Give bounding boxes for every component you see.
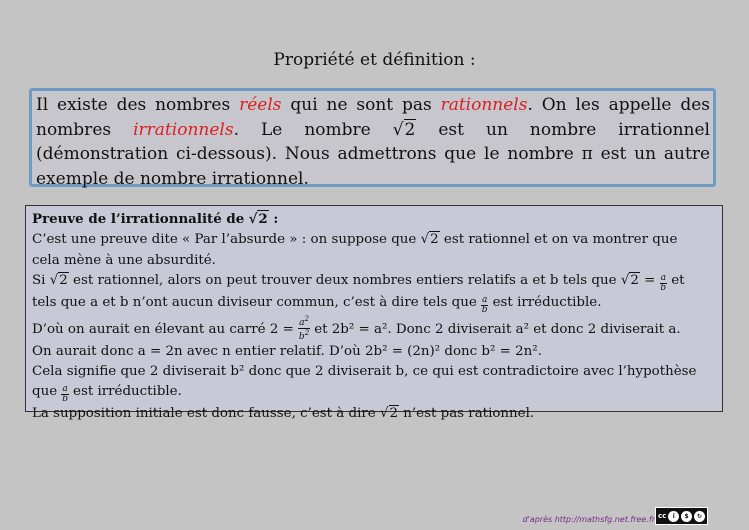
def-text: qui ne sont pas [281,95,441,115]
nc-icon: $ [681,511,692,522]
fraction: $\frac{a}{b}$ [660,272,667,293]
cc-icon: cc [658,512,667,520]
fraction: $\frac{a^2}{b^2}$ [298,314,310,342]
proof-line: que $\frac{a}{b}$ est irréductible. [32,384,182,405]
sa-icon: ↻ [694,511,705,522]
term-rationnels: rationnels [440,95,528,115]
def-text: . Le nombre [233,119,393,140]
proof-line: tels que a et b n’ont aucun diviseur commun, c’est à dire tels que $\frac{a}{b}$ est irréductible. [32,294,602,315]
sqrt-symbol: √2 [392,119,416,140]
term-irrationnels: irrationnels [133,119,234,140]
proof-line: La supposition initiale est donc fausse, c’est à dire √2 n’est pas rationnel. [32,406,535,422]
proof-line: Si √2 est rationnel, alors on peut trouver deux nombres entiers relatifs a et b tels que √2 = $\frac{a}{b}$ et [32,272,685,293]
proof-line: D’où on aurait en élevant au carré 2 = $\frac{a^2}{b^2}$ et 2b² = a². Donc 2 diviserait a² et donc 2 diviserait a. [32,314,681,342]
def-text: est un nombre irrationnel (démonstration ci-dessous). Nous admettrons que le nombre π est un autre exemple de nombre irrationnel. [36,119,710,189]
def-text: Il existe des nombres [36,95,240,115]
by-icon: i [668,511,679,522]
def-text: . On les appelle des nombres [36,95,710,140]
proof-box [25,205,723,422]
footer-credit: d'après http://mathsfg.net.free.fr [522,515,655,524]
term-reels: réels [239,95,282,115]
proof-line: cela mène à une absurdité. [32,252,216,268]
proof-line: Cela signifie que 2 diviserait b² donc que 2 diviserait b, ce qui est contradictoire avec l’hypothèse [32,364,697,380]
page-title: Propriété et définition : [273,50,476,70]
proof-line: C’est une preuve dite « Par l’absurde » : on suppose que √2 est rationnel et on va montrer que [32,232,678,248]
proof-line: On aurait donc a = 2n avec n entier relatif. D’où 2b² = (2n)² donc b² = 2n². [32,343,542,359]
proof-title: Preuve de l’irrationnalité de √2 : [32,211,279,227]
fraction: $\frac{a}{b}$ [481,294,488,315]
definition-box [29,88,716,187]
fraction: $\frac{a}{b}$ [62,384,68,405]
license-badge [655,507,708,525]
